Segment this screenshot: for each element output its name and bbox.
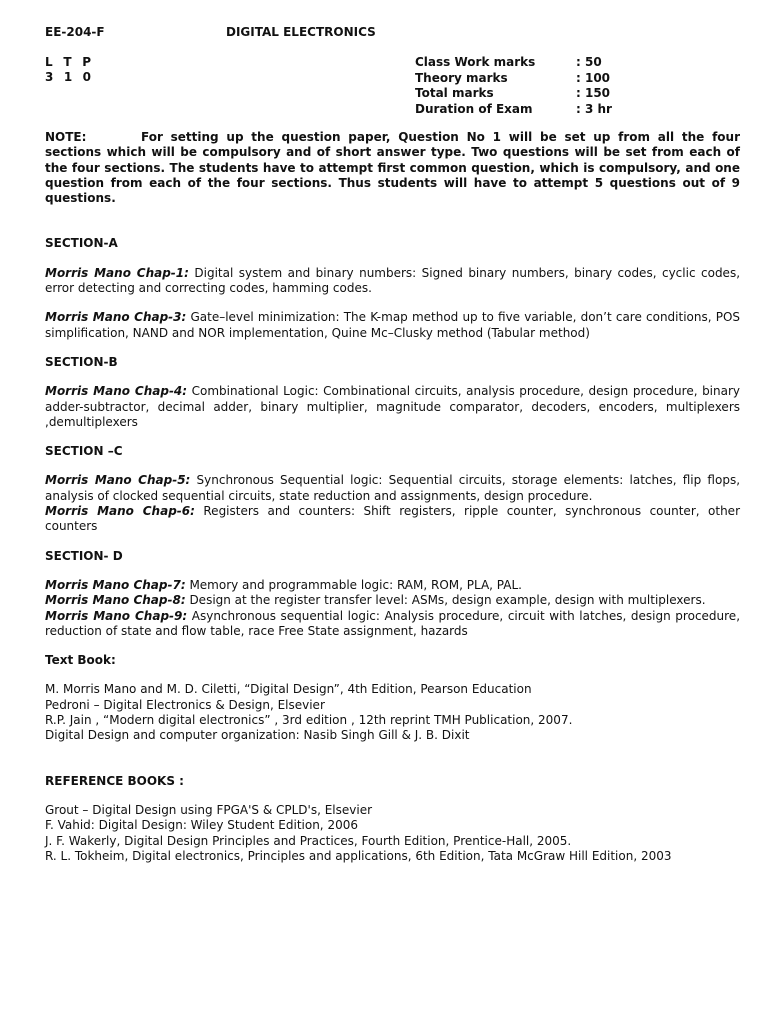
section-b-heading: SECTION-B [45,354,118,369]
chapter-label: Morris Mano Chap-3: [45,310,187,325]
ltp-label-l: L [45,55,53,69]
marks-label: Duration of Exam [415,101,533,116]
chapter-entry [45,593,740,608]
note-label: NOTE: [45,130,87,144]
chapter-entry [45,310,740,341]
text-book-item: Digital Design and computer organization: Nasib Singh Gill & J. B. Dixit [45,728,470,743]
text-book-item: M. Morris Mano and M. D. Ciletti, “Digital Design”, 4th Edition, Pearson Education [45,682,532,697]
course-code: EE-204-F [45,25,105,39]
ltp-values [45,70,91,85]
marks-value: : 50 [576,55,602,69]
marks-value: : 150 [576,86,611,100]
note-text: For setting up the question paper, Question No 1 will be set up from all the four sections which will be compulsory and of short answer type. Two questions will be set from each of the four sections. The students have to attempt first common question, which is compulsory, and one question from each of the four sections. Thus students will have to attempt 5 questions out of 9 questions. [45,130,740,206]
text-book-list [45,682,740,743]
chapter-text: Digital system and binary numbers: Signed binary numbers, binary codes, cyclic codes, error detecting and correcting codes, hamming codes. [45,265,741,296]
chapter-text: Gate–level minimization: The K-map method up to five variable, don’t care conditions, POS simplification, NAND and NOR implementation, Quine Mc–Clusky method (Tabular method) [45,310,741,340]
chapter-entry [45,504,740,535]
syllabus-page [45,25,740,864]
chapter-label: Morris Mano Chap-8: [45,593,186,608]
marks-label: Class Work marks [415,55,536,69]
chapter-label: Morris Mano Chap-9: [45,608,188,623]
reference-book-item: J. F. Wakerly, Digital Design Principles and Practices, Fourth Edition, Prentice-Hall, 2005. [45,833,572,848]
chapter-entry [45,266,740,297]
chapter-label: Morris Mano Chap-4: [45,384,188,399]
section-d-heading: SECTION- D [45,548,123,563]
marks-value: : 3 hr [576,101,612,116]
text-book-item: Pedroni – Digital Electronics & Design, Elsevier [45,697,325,712]
marks-label: Total marks [415,86,494,100]
chapter-label: Morris Mano Chap-5: [45,473,191,488]
chapter-text: Design at the register transfer level: ASMs, design example, design with multiplexers. [185,593,706,608]
reference-book-item: F. Vahid: Digital Design: Wiley Student Edition, 2006 [45,818,358,833]
ltp-and-marks [45,55,740,117]
ltp-label-t: T [63,55,72,69]
chapter-text: Registers and counters: Shift registers, ripple counter, synchronous counter, other counters [45,504,740,534]
text-book-item: R.P. Jain , “Modern digital electronics” , 3rd edition , 12th reprint TMH Publication, 2007. [45,713,573,728]
ltp-value-t: 1 [63,70,73,85]
chapter-entry [45,609,740,640]
ltp-label-p: P [82,55,91,69]
marks-label: Theory marks [415,70,508,85]
chapter-entry [45,578,740,593]
marks-table [415,55,612,117]
chapter-text: Synchronous Sequential logic: Sequential circuits, storage elements: latches, flip flops, analysis of clocked sequential circuits, state reduction and assignments, design procedure. [45,473,741,503]
reference-books-list [45,803,740,864]
note-paragraph [45,130,740,206]
reference-book-item: R. L. Tokheim, Digital electronics, Principles and applications, 6th Edition, Tata McGraw Hill Edition, 2003 [45,848,672,863]
reference-book-item: Grout – Digital Design using FPGA'S & CPLD's, Elsevier [45,802,373,817]
marks-row [415,86,612,102]
chapter-label: Morris Mano Chap-1: [45,265,189,280]
ltp-value-p: 0 [82,70,91,85]
reference-books-heading: REFERENCE BOOKS : [45,773,184,788]
chapter-text: Memory and programmable logic: RAM, ROM, PLA, PAL. [185,577,522,592]
course-title: DIGITAL ELECTRONICS [226,25,376,39]
marks-value: : 100 [576,70,611,85]
ltp-labels [45,55,91,70]
ltp-table [45,55,105,86]
section-a-heading: SECTION-A [45,236,118,251]
marks-row [415,55,612,71]
text-book-heading: Text Book: [45,653,116,668]
marks-row [415,71,612,87]
ltp-value-l: 3 [45,70,54,85]
chapter-label: Morris Mano Chap-7: [45,577,186,592]
chapter-entry [45,384,740,430]
marks-row [415,102,612,118]
section-c-heading: SECTION –C [45,444,123,459]
chapter-label: Morris Mano Chap-6: [45,504,195,519]
course-header [45,25,740,41]
chapter-entry [45,473,740,504]
chapter-text: Asynchronous sequential logic: Analysis procedure, circuit with latches, design procedure, reduction of state and flow table, race Free State assignment, hazards [45,608,741,638]
chapter-text: Combinational Logic: Combinational circuits, analysis procedure, design procedure, binary adder-subtractor, decimal adder, binary multiplier, magnitude comparator, decoders, encoders, multiplexers ,demultiplexers [45,384,741,429]
